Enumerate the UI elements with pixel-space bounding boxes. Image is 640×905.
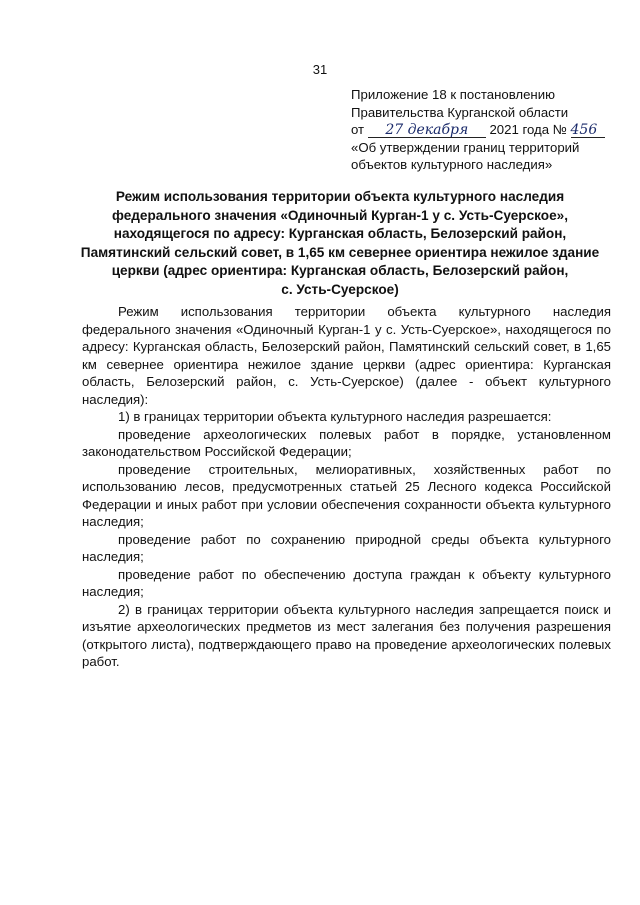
document-title: [70, 188, 610, 299]
year-label: 2021 года №: [489, 122, 567, 137]
paragraph-permitted-item: проведение строительных, мелиоративных, хозяйственных работ по использованию лесов, предусмотренных статьей 25 Лесного кодекса Российской Федерации и иных работ при условии обеспечения сохранности объекта культурного наследия;: [82, 461, 611, 529]
title-line-2: федерального значения «Одиночный Курган-1 у с. Усть-Суерское»,: [112, 207, 568, 223]
appendix-line-5: объектов культурного наследия»: [351, 157, 553, 172]
title-line-5: церкви (адрес ориентира: Курганская область, Белозерский район,: [111, 263, 569, 278]
document-body: [82, 303, 611, 671]
appendix-date-line: [351, 121, 621, 139]
paragraph-permitted-item: проведение археологических полевых работ в порядке, установленном законодательством Российской Федерации;: [82, 426, 611, 459]
title-line-6: с. Усть-Суерское): [281, 281, 399, 297]
paragraph-prohibited: 2) в границах территории объекта культурного наследия запрещается поиск и изъятие археологических предметов из мест залегания без получения разрешения (открытого листа), подтверждающего право на проведение археологических полевых работ.: [82, 601, 611, 669]
page-number: 31: [312, 62, 328, 77]
paragraph-permitted-item: проведение работ по сохранению природной среды объекта культурного наследия;: [82, 531, 611, 564]
handwritten-number: 456: [571, 123, 605, 138]
from-label: от: [351, 122, 365, 137]
appendix-line-4: «Об утверждении границ территорий: [351, 139, 580, 155]
title-line-1: Режим использования территории объекта культурного наследия: [115, 189, 565, 204]
paragraph-intro: Режим использования территории объекта культурного наследия федерального значения «Одиночный Курган-1 у с. Усть-Суерское», находящегося по адресу: Курганская область, Белозерский район, Памятинский сельский совет, в 1,65 км севернее ориентира нежилое здание церкви (адрес ориентира: Курганская область, Белозерский район, с. Усть-Суерское) (далее - объект культурного наследия):: [82, 304, 611, 407]
appendix-line-2: Правительства Курганской области: [351, 104, 569, 120]
title-line-3: находящегося по адресу: Курганская область, Белозерский район,: [113, 226, 567, 241]
appendix-header: [351, 86, 621, 174]
paragraph-permitted-item: проведение работ по обеспечению доступа граждан к объекту культурного наследия;: [82, 566, 611, 599]
title-line-4: Памятинский сельский совет, в 1,65 км севернее ориентира нежилое здание: [80, 244, 600, 260]
paragraph-permitted-heading: 1) в границах территории объекта культурного наследия разрешается:: [118, 409, 552, 424]
appendix-line-1: Приложение 18 к постановлению: [351, 87, 555, 102]
handwritten-date: 27 декабря: [368, 123, 486, 138]
